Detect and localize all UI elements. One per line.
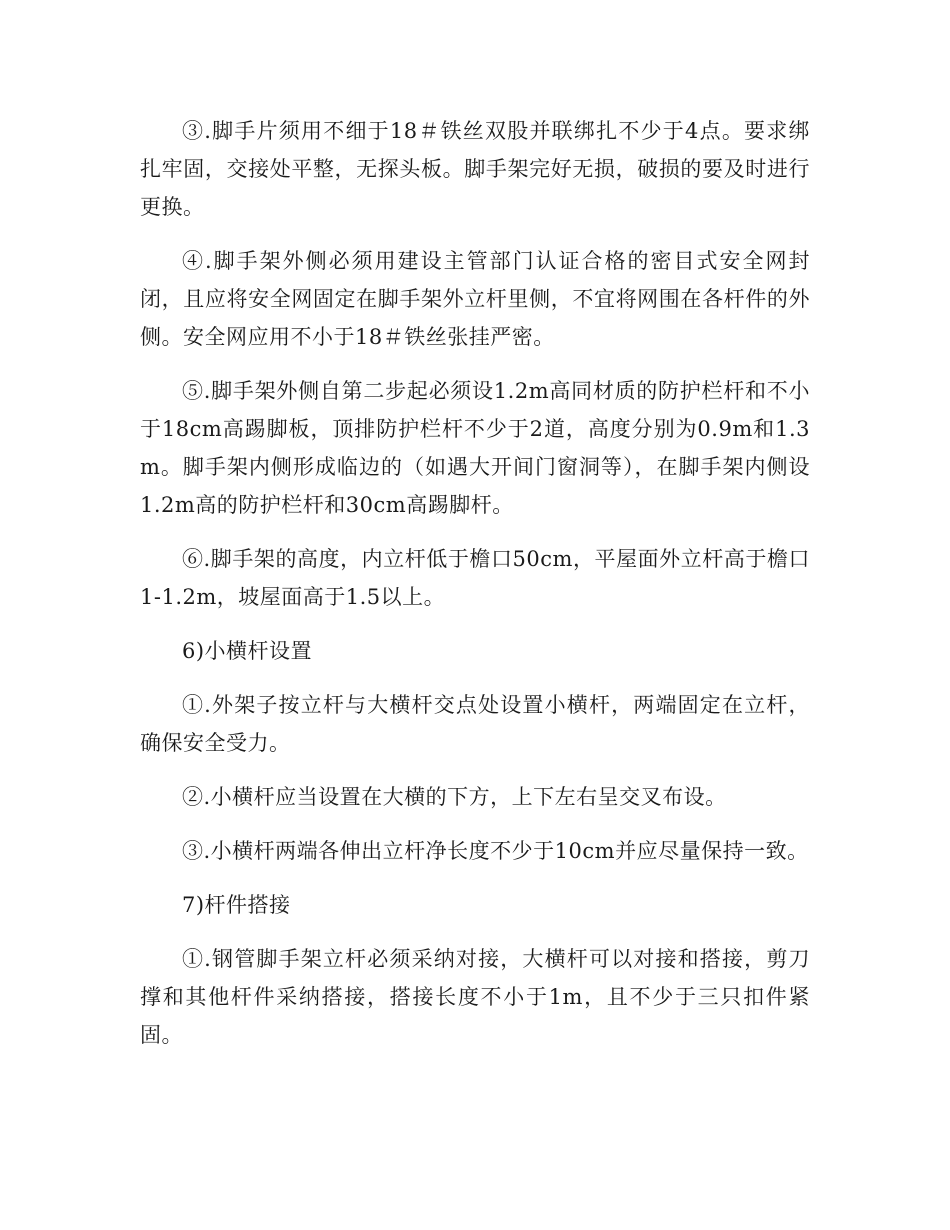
section-heading-small-crossbar: 6)小横杆设置	[182, 639, 313, 663]
paragraph-crossbar-placement: ①.外架子按立杆与大横杆交点处设置小横杆，两端固定在立杆，确保安全受力。	[140, 693, 810, 755]
paragraph-safety-net: ④.脚手架外侧必须用建设主管部门认证合格的密目式安全网封闭，且应将安全网固定在脚手架外立杆里侧，不宜将网围在各杆件的外侧。安全网应用不小于18＃铁丝张挂严密。	[140, 249, 810, 349]
paragraph-crossbar-extension: ③.小横杆两端各伸出立杆净长度不少于10cm并应尽量保持一致。	[182, 839, 809, 863]
paragraph-crossbar-position: ②.小横杆应当设置在大横的下方，上下左右呈交叉布设。	[182, 785, 727, 809]
paragraph-splicing-rules: ①.钢管脚手架立杆必须采纳对接，大横杆可以对接和搭接，剪刀撑和其他杆件采纳搭接，搭接长度不小于1m，且不少于三只扣件紧固。	[140, 947, 810, 1047]
paragraph-guardrail: ⑤.脚手架外侧自第二步起必须设1.2m高同材质的防护栏杆和不小于18cm高踢脚板，顶排防护栏杆不少于2道，高度分别为0.9m和1.3m。脚手架内侧形成临边的（如遇大开间门窗洞等），在脚手架内侧设1.2m高的防护栏杆和30cm高踢脚杆。	[140, 379, 810, 517]
section-heading-member-splicing: 7)杆件搭接	[182, 893, 291, 917]
paragraph-scaffold-height: ⑥.脚手架的高度，内立杆低于檐口50cm，平屋面外立杆高于檐口1-1.2m，坡屋面高于1.5以上。	[140, 547, 810, 609]
paragraph-scaffold-board-binding: ③.脚手片须用不细于18＃铁丝双股并联绑扎不少于4点。要求绑扎牢固，交接处平整，无探头板。脚手架完好无损，破损的要及时进行更换。	[140, 119, 810, 219]
